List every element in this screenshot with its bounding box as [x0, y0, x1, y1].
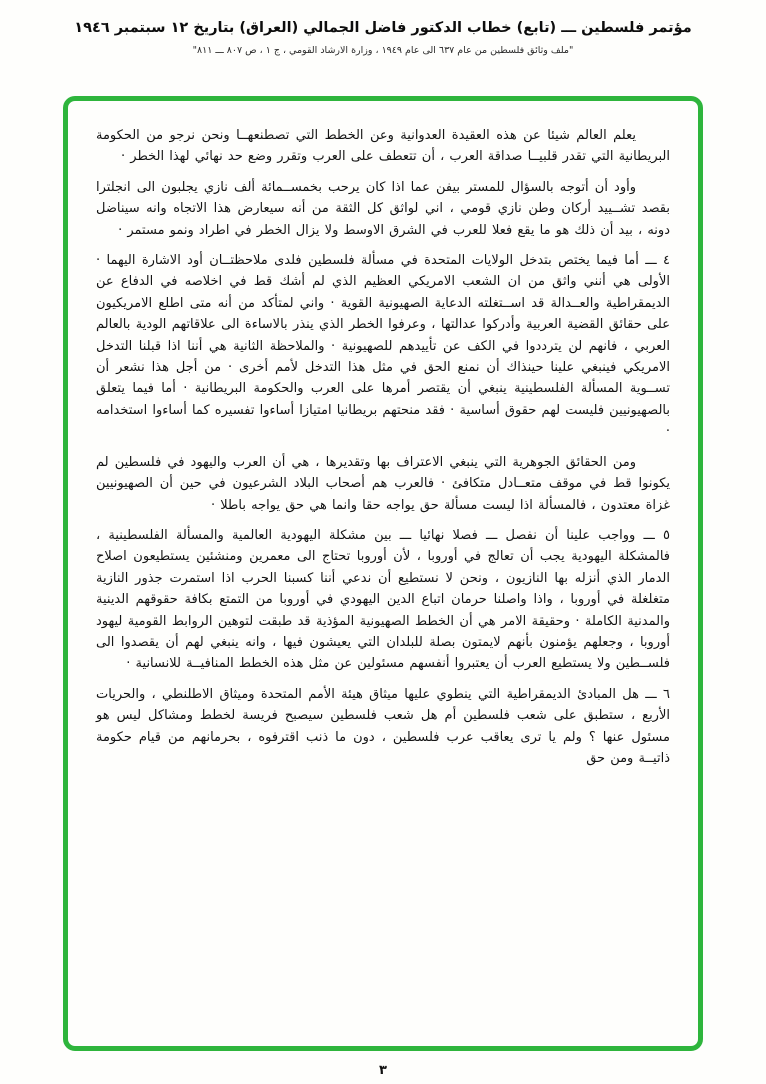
paragraph	[96, 525, 670, 675]
paragraph	[96, 684, 670, 770]
paragraph-text: هل المبادئ الديمقراطية التي ينطوي عليها ميثاق هيئة الأمم المتحدة وميثاق الاطلنطي ، والحريات الأربع ، ستطبق على شعب فلسطين أم هل شعب فلسطين سيصبح فريسة لخطط ومشاكل ليس هو مسئول عنها ؟ ولم يا ترى يعاقب عرب فلسطين ، دون ما ذنب اقترفوه ، بحرمانهم من قيام حكومة ذاتيــة ومن حق	[96, 686, 670, 766]
document-title: مؤتمر فلسطين ـــ (تابع) خطاب الدكتور فاضل الجمالي (العراق) بتاريخ ١٢ سبتمبر ١٩٤٦	[74, 20, 692, 36]
paragraph	[96, 177, 670, 241]
paragraph-text: أما فيما يختص بتدخل الولايات المتحدة في مسألة فلسطين فلدى ملاحظتــان أود الاشارة اليهما · الأولى هي أنني واثق من ان الشعب الامريكي العظيم الذي لم أشك قط في اخلاصه في الدفاع عن الديمقراطية والعــدالة قد اســتغلته الدعاية الصهيونية القوية · واني لمتأكد من أنه متى اطلع الامريكيون على حقائق القضية العربية وأدركوا عدالتها ، وعرفوا الخطر الذي ينذر بالاساءة الى علاقاتهم الودية بالعالم العربي ، فانهم لن يترددوا في الكف عن تأييدهم للصهيونية · والملاحظة الثانية هي أننا اذا قبلنا التدخل الامريكي فينبغي علينا حينذاك أن نمنع الحق في مثل هذا التدخل لأمم أخرى · من أجل هذا نشعر أن تســوية المسألة الفلسطينية ينبغي أن يقتصر أمرها على العرب والحكومة البريطانية · أما فيما يتعلق بالصهيونيين فليست لهم حقوق أساسية · فقد منحتهم بريطانيا امتيازا أساءوا تفسيره كما أساءوا استخدامه ·	[96, 253, 670, 440]
paragraph-text: يعلم العالم شيئا عن هذه العقيدة العدوانية وعن الخطط التي تصطنعهــا ونحن نرجو من الحكومة البريطانية التي تقدر قلبيــا صداقة العرب ، أن تتعطف على العرب وتقرر وضع حد نهائي لهذا الخطر ·	[96, 128, 670, 165]
page-header	[0, 0, 766, 56]
paragraph-text: ومن الحقائق الجوهرية التي ينبغي الاعتراف بها وتقديرها ، هي أن العرب واليهود في فلسطين لم يكونوا قط في موقف متعــادل متكافئ · فالعرب هم أصحاب البلاد الشرعيون في حين أن الصهيونيين غزاة معتدون ، فالمسألة اذا ليست مسألة حق يواجه حقا وانما هي حق يواجه باطلا ·	[96, 454, 670, 513]
paragraph-number: ٤ ـــ	[645, 253, 670, 269]
paragraph-number: ٦ ـــ	[645, 686, 670, 702]
page-number: ٣	[379, 1063, 387, 1078]
paragraph	[96, 125, 670, 168]
paragraph	[96, 452, 670, 516]
paragraph	[96, 250, 670, 443]
paragraph-text: وواجب علينا أن نفصل ـــ فصلا نهائيا ـــ بين مشكلة اليهودية العالمية والمسألة الفلسطينية ، فالمشكلة اليهودية يجب أن تعالج في أوروبا ، لأن أوروبا تحتاج الى معمرين ومنشئين يستطيعون اصلاح الدمار الذي أنزله بها النازيون ، ونحن لا نستطيع أن ندعي أننا كسبنا الحرب اذا استمرت جذور النازية متغلغلة في أوروبا ، واذا واصلنا حرمان اتباع الدين اليهودي في أوروبا من التمتع بكافة حقوقهم الدينية والمدنية الكاملة · وحقيقة الامر هي أن الخطط الصهيونية المؤذية قد طبقت لتوهين الروابط القومية ليهود أوروبا ، وجعلهم يؤمنون بأنهم لايمتون بصلة للبلدان التي يعيشون فيها ، وانه ينبغي لهم أن يقصدوا الى فلســطين ولا يستطيع العرب أن يعتبروا أنفسهم مسئولين عن مثل هذه الخطط المنافيــة للانسانية ·	[96, 527, 670, 672]
paragraph-text: وأود أن أتوجه بالسؤال للمستر بيفن عما اذا كان يرحب بخمســمائة ألف نازي يجلبون الى انجلترا بقصد تشــييد أركان وطن نازي قومي ، اني لواثق كل الثقة من أنه سيعارض هذا الاتجاه وانه سيناضل دونه ، بيد أن ذلك هو ما يقع فعلا للعرب في الشرق الاوسط ولا يزال الخطر في اطراد ونمو مستمر ·	[96, 179, 670, 238]
paragraph-number: ٥ ـــ	[643, 527, 670, 543]
content-border-box	[63, 96, 703, 1051]
document-subtitle: "ملف وثائق فلسطين من عام ٦٣٧ الى عام ١٩٤٩ ، وزارة الارشاد القومي ، ج ١ ، ص ٨٠٧ ـــ ٨١١"	[192, 45, 574, 56]
